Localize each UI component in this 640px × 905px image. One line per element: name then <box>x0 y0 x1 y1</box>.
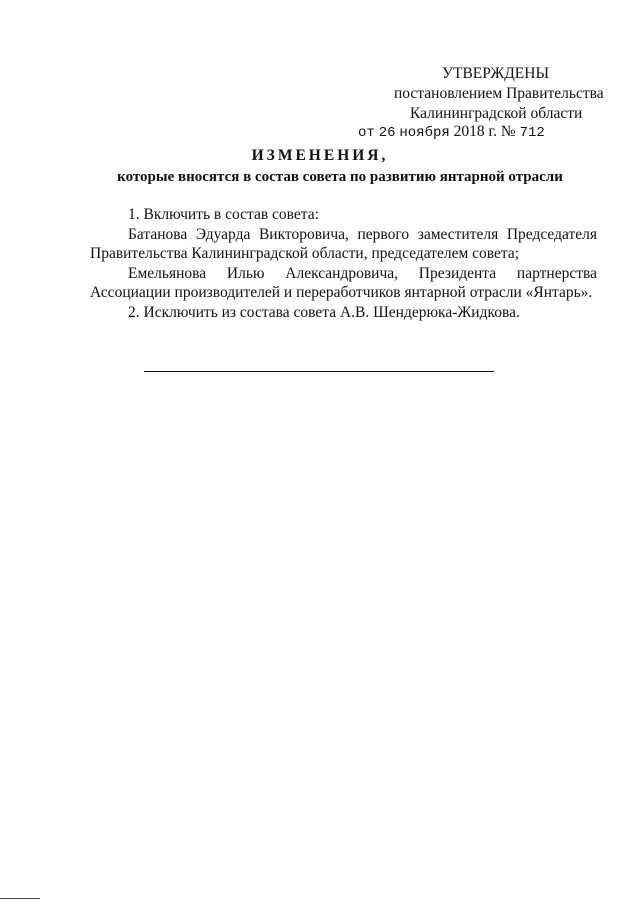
date-month: ноября <box>399 125 450 141</box>
document-subtitle: которые вносятся в состав совета по развитию янтарной отрасли <box>117 169 563 185</box>
document-body <box>90 205 597 322</box>
date-year: 2018 г. № <box>453 123 516 140</box>
person1-line2: Правительства Калининградской области, председателем совета; <box>90 245 520 262</box>
end-divider <box>144 371 494 372</box>
approval-date-row <box>358 122 545 143</box>
approval-region-line: Калининградской области <box>410 105 583 122</box>
person2-line1: Емельянова Илью Александровича, Президента партнерства <box>128 264 597 282</box>
approved-title: УТВЕРЖДЕНЫ <box>442 65 549 82</box>
item2-text: 2. Исключить из состава совета А.В. Шендерюка-Жидкова. <box>128 303 520 321</box>
approval-issuer-line: постановлением Правительства <box>394 85 604 102</box>
date-prefix: от <box>358 125 375 141</box>
person1-line1: Батанова Эдуарда Викторовича, первого заместителя Председателя <box>128 225 597 243</box>
page-corner-mark <box>0 898 40 899</box>
item1-heading: 1. Включить в состав совета: <box>128 206 319 223</box>
resolution-number: 712 <box>519 125 545 141</box>
document-title: ИЗМЕНЕНИЯ, <box>251 147 389 164</box>
person2-line2: Ассоциации производителей и переработчиков янтарной отрасли «Янтарь». <box>90 284 593 301</box>
date-day: 26 <box>378 125 396 141</box>
